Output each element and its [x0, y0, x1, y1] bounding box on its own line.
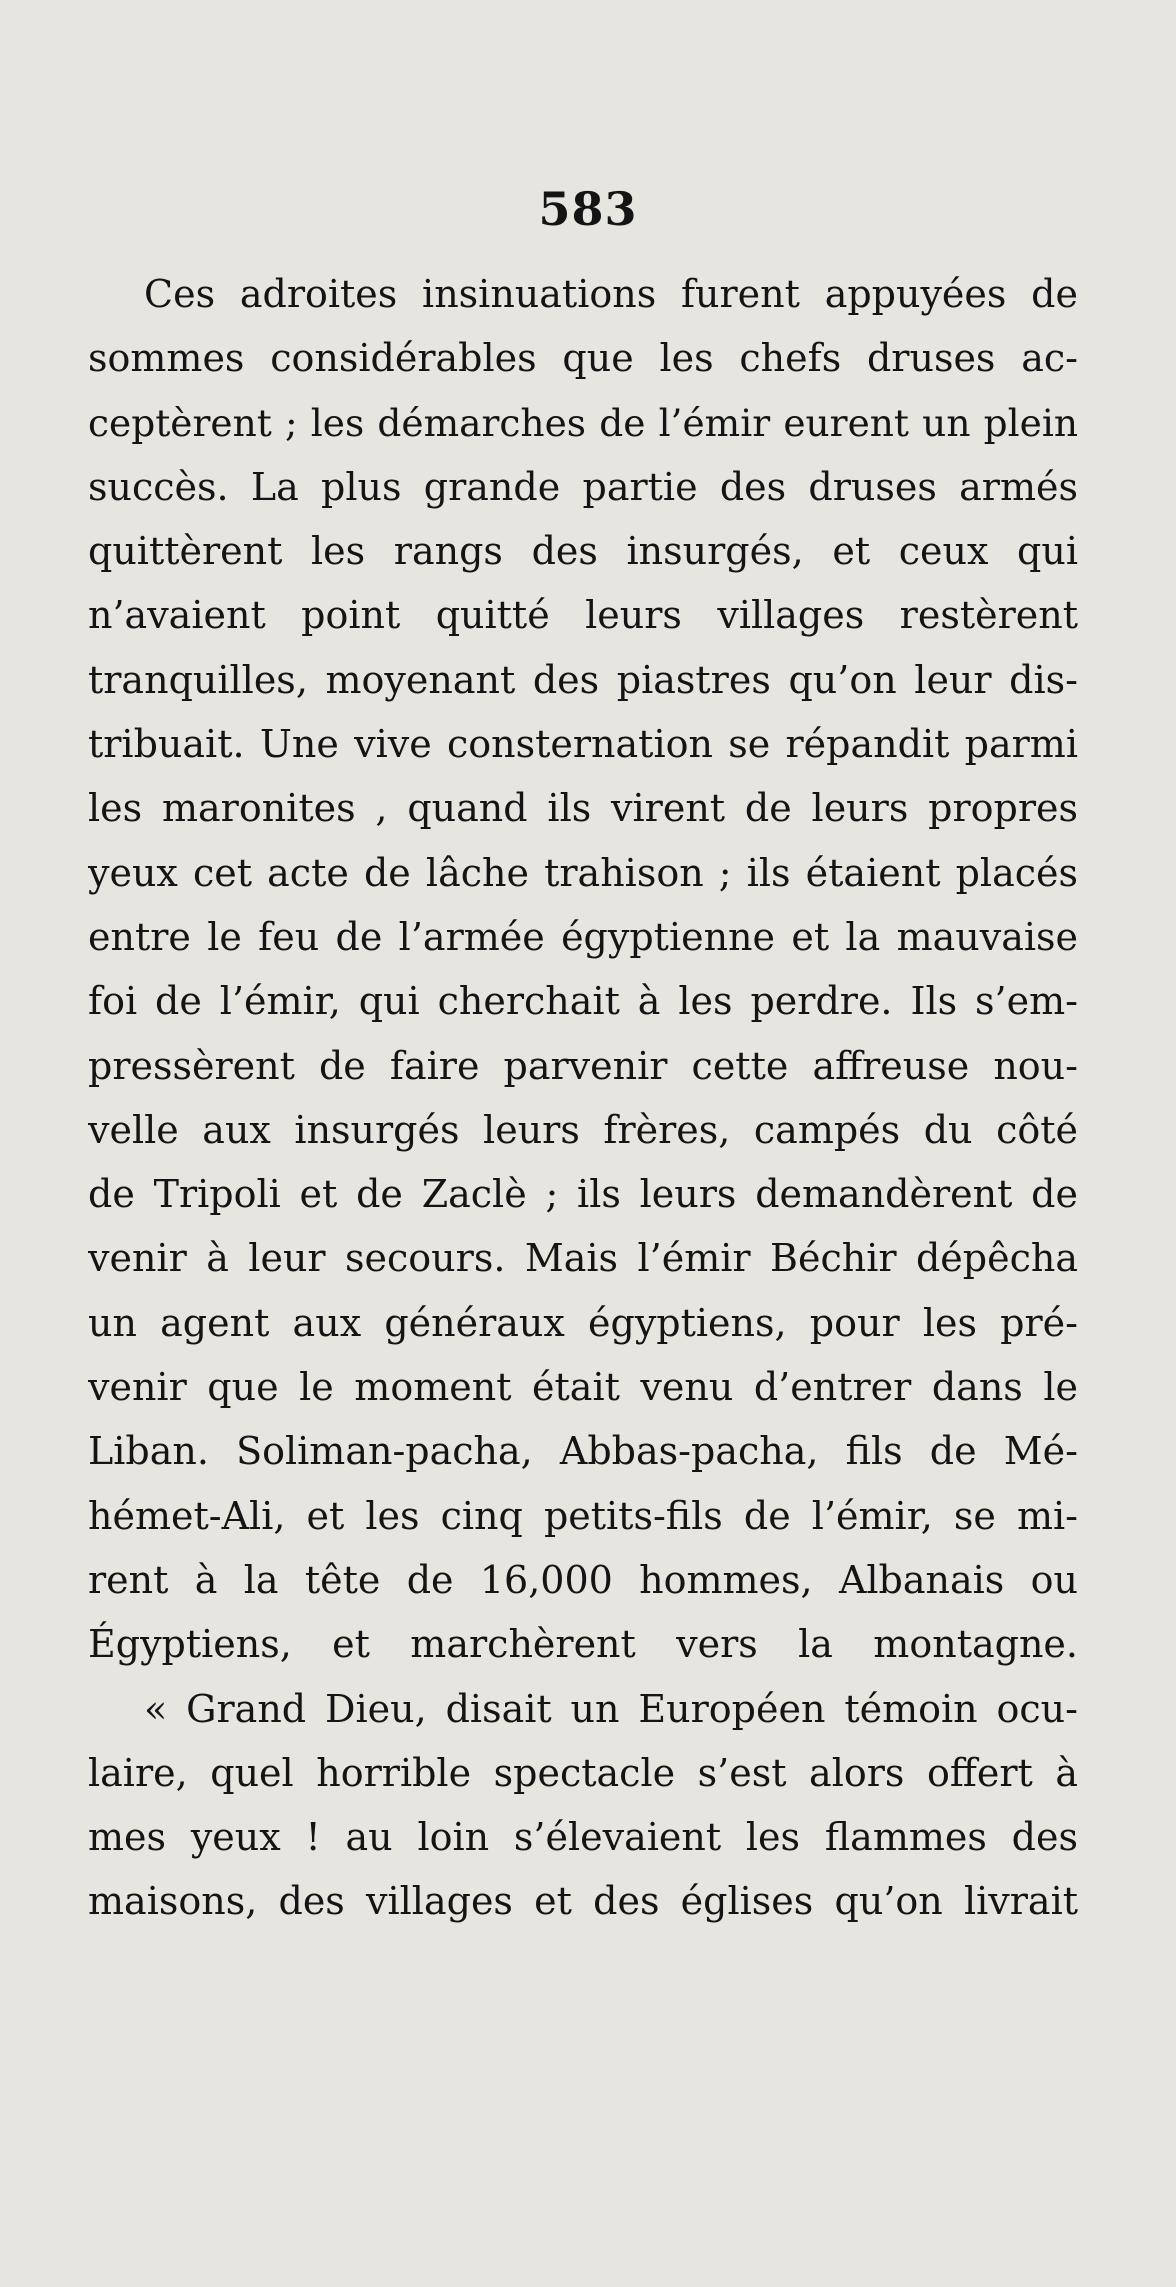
text-line: un agent aux généraux égyptiens, pour les pré-	[88, 1300, 1078, 1345]
page-number: 583	[538, 182, 638, 236]
text-line: n’avaient point quitté leurs villages restèrent	[88, 593, 1078, 638]
text-line: les maronites , quand ils virent de leurs propres	[88, 786, 1078, 831]
text-line: de Tripoli et de Zaclè ; ils leurs demandèrent de	[88, 1172, 1078, 1217]
text-line: tranquilles, moyenant des piastres qu’on leur dis-	[88, 657, 1078, 702]
text-line: tribuait. Une vive consternation se répandit parmi	[88, 722, 1078, 767]
text-line: pressèrent de faire parvenir cette affreuse nou-	[88, 1043, 1078, 1088]
text-line: entre le feu de l’armée égyptienne et la mauvaise	[88, 914, 1078, 959]
text-line: Liban. Soliman-pacha, Abbas-pacha, fils de Mé-	[88, 1429, 1078, 1474]
body-text	[88, 262, 1078, 1934]
text-line: succès. La plus grande partie des druses armés	[88, 464, 1078, 509]
text-line: laire, quel horrible spectacle s’est alors offert à	[88, 1750, 1078, 1795]
text-line: Égyptiens, et marchèrent vers la montagne.	[88, 1622, 1078, 1667]
text-line: yeux cet acte de lâche trahison ; ils étaient placés	[88, 850, 1078, 895]
text-line: venir que le moment était venu d’entrer dans le	[88, 1365, 1078, 1410]
text-line: ceptèrent ; les démarches de l’émir eurent un plein	[88, 400, 1078, 445]
text-line: quittèrent les rangs des insurgés, et ceux qui	[88, 529, 1078, 574]
text-line: venir à leur secours. Mais l’émir Béchir dépêcha	[88, 1236, 1078, 1281]
text-line: rent à la tête de 16,000 hommes, Albanais ou	[88, 1557, 1078, 1602]
text-line: maisons, des villages et des églises qu’on livrait	[88, 1879, 1078, 1924]
text-line: « Grand Dieu, disait un Européen témoin ocu-	[144, 1686, 1078, 1731]
text-line: mes yeux ! au loin s’élevaient les flammes des	[88, 1815, 1078, 1860]
text-line: Ces adroites insinuations furent appuyées de	[144, 272, 1078, 316]
text-line: foi de l’émir, qui cherchait à les perdre. Ils s’em-	[88, 979, 1078, 1024]
text-line: velle aux insurgés leurs frères, campés du côté	[88, 1107, 1078, 1152]
text-line: sommes considérables que les chefs druses ac-	[88, 336, 1078, 381]
text-line: hémet-Ali, et les cinq petits-fils de l’émir, se mi-	[88, 1493, 1078, 1538]
